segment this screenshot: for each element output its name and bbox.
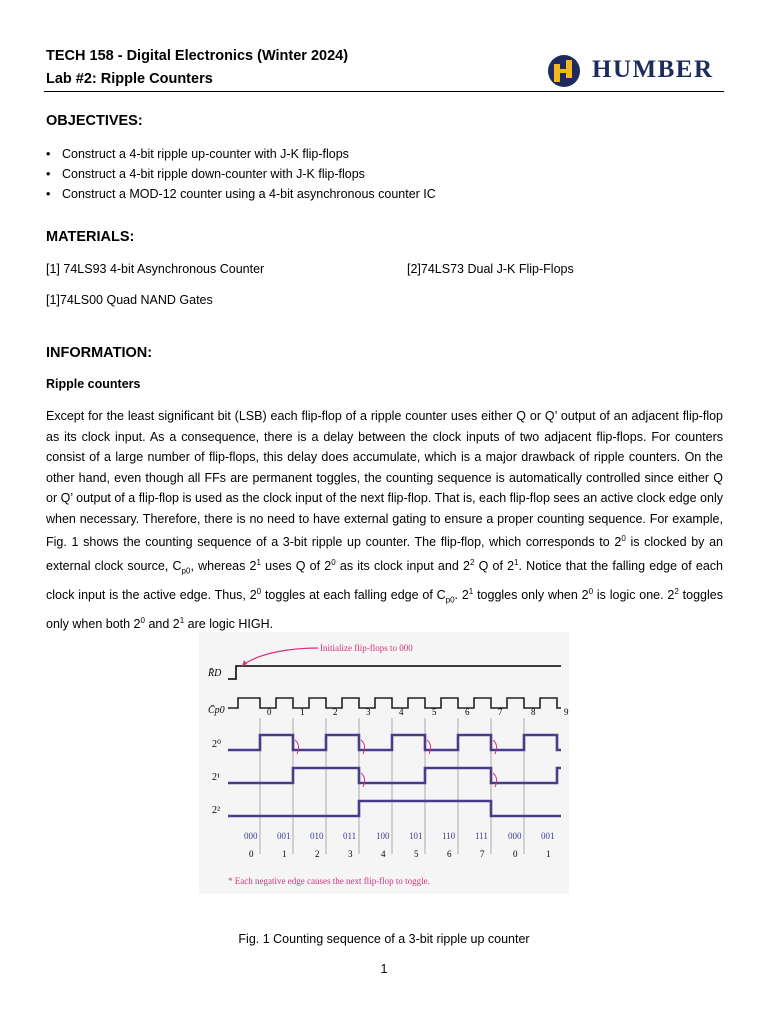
init-annotation: Initialize flip-flops to 000 bbox=[320, 643, 413, 653]
list-item: • Construct a 4-bit ripple up-counter with J-K flip-flops bbox=[46, 146, 436, 166]
logo-text: HUMBER bbox=[592, 56, 714, 83]
objectives-list bbox=[46, 146, 436, 206]
q1-label: 2¹ bbox=[212, 772, 220, 783]
ripple-counters-subheading: Ripple counters bbox=[46, 377, 141, 391]
list-item: • Construct a MOD-12 counter using a 4-bit asynchronous counter IC bbox=[46, 186, 436, 206]
clock-number: 8 bbox=[531, 707, 536, 717]
clock-number: 9 bbox=[564, 707, 569, 717]
header-rule bbox=[44, 91, 724, 92]
decimal-state: 6 bbox=[447, 849, 452, 859]
clock-number: 7 bbox=[498, 707, 503, 717]
list-item: • Construct a 4-bit ripple down-counter with J-K flip-flops bbox=[46, 166, 436, 186]
rd-label: R̄D bbox=[208, 668, 222, 679]
decimal-state: 1 bbox=[282, 849, 287, 859]
binary-state: 110 bbox=[442, 831, 456, 841]
clock-number: 6 bbox=[465, 707, 470, 717]
clock-number: 4 bbox=[399, 707, 404, 717]
material-item: [1]74LS00 Quad NAND Gates bbox=[46, 293, 213, 307]
material-item: [1] 74LS93 4-bit Asynchronous Counter bbox=[46, 262, 265, 276]
decimal-state: 2 bbox=[315, 849, 320, 859]
binary-state: 000 bbox=[508, 831, 522, 841]
decimal-state: 5 bbox=[414, 849, 419, 859]
clock-number: 3 bbox=[366, 707, 371, 717]
decimal-state: 7 bbox=[480, 849, 485, 859]
information-heading: INFORMATION: bbox=[46, 345, 153, 361]
q2-label: 2² bbox=[212, 805, 220, 816]
binary-state: 111 bbox=[475, 831, 488, 841]
clock-number: 2 bbox=[333, 707, 338, 717]
binary-state: 001 bbox=[541, 831, 555, 841]
decimal-state: 4 bbox=[381, 849, 386, 859]
binary-state: 000 bbox=[244, 831, 258, 841]
decimal-state: 3 bbox=[348, 849, 353, 859]
binary-state: 011 bbox=[343, 831, 357, 841]
q0-label: 2⁰ bbox=[212, 739, 222, 750]
clock-number: 1 bbox=[300, 707, 305, 717]
binary-state: 100 bbox=[376, 831, 390, 841]
objectives-heading: OBJECTIVES: bbox=[46, 113, 143, 129]
figure-note: * Each negative edge causes the next flip-flop to toggle. bbox=[228, 876, 430, 886]
decimal-state: 1 bbox=[546, 849, 551, 859]
lab-title: Lab #2: Ripple Counters bbox=[46, 71, 213, 87]
page-number: 1 bbox=[380, 962, 388, 976]
decimal-state: 0 bbox=[249, 849, 254, 859]
binary-state: 101 bbox=[409, 831, 423, 841]
clock-number: 0 bbox=[267, 707, 272, 717]
clock-number: 5 bbox=[432, 707, 437, 717]
binary-state: 010 bbox=[310, 831, 324, 841]
material-item: [2]74LS73 Dual J-K Flip-Flops bbox=[407, 262, 574, 276]
binary-state: 001 bbox=[277, 831, 291, 841]
figure-caption: Fig. 1 Counting sequence of a 3-bit ripple up counter bbox=[238, 932, 530, 946]
course-title: TECH 158 - Digital Electronics (Winter 2024) bbox=[46, 48, 349, 64]
timing-diagram bbox=[199, 632, 569, 894]
information-paragraph: Except for the least significant bit (LSB) each flip-flop of a ripple counter uses either Q or Q’ output of an adjacent flip-flop as its clock input. As a consequence, there is a delay between the clock inputs of two adjacent flip-flops. For counters consist of a large number of flip-flops, this delay does accumulate, which is a major drawback of ripple counters. On the other hand, even though all FFs are permanent toggles, the counting sequence is automatically controlled since either Q or Q’ output of a flip-flop is used as the clock input of the next flip-flop. That is, each flip-flop sees an active clock edge only when necessary. Therefore, there is no need to have external gating to ensure a proper counting sequence. For example, Fig. 1 shows the counting sequence of a 3-bit ripple up counter. The flip-flop, which corresponds to $2^0$ is clocked by an external clock source, $C_{p0}$, whereas $2^1$ uses Q of $2^0$ as its clock input and $2^2$ Q of $2^1$. Notice that the falling edge of each clock input is the active edge. Thus, $2^0$ toggles at each falling edge of $C_{p0}$. $2^1$ toggles only when $2^0$ is logic one. $2^2$ toggles only when both $2^0$ and $2^1$ are logic HIGH. bbox=[46, 409, 723, 632]
materials-heading: MATERIALS: bbox=[46, 229, 135, 245]
decimal-state: 0 bbox=[513, 849, 518, 859]
cp-label: C̄p0 bbox=[208, 705, 225, 716]
